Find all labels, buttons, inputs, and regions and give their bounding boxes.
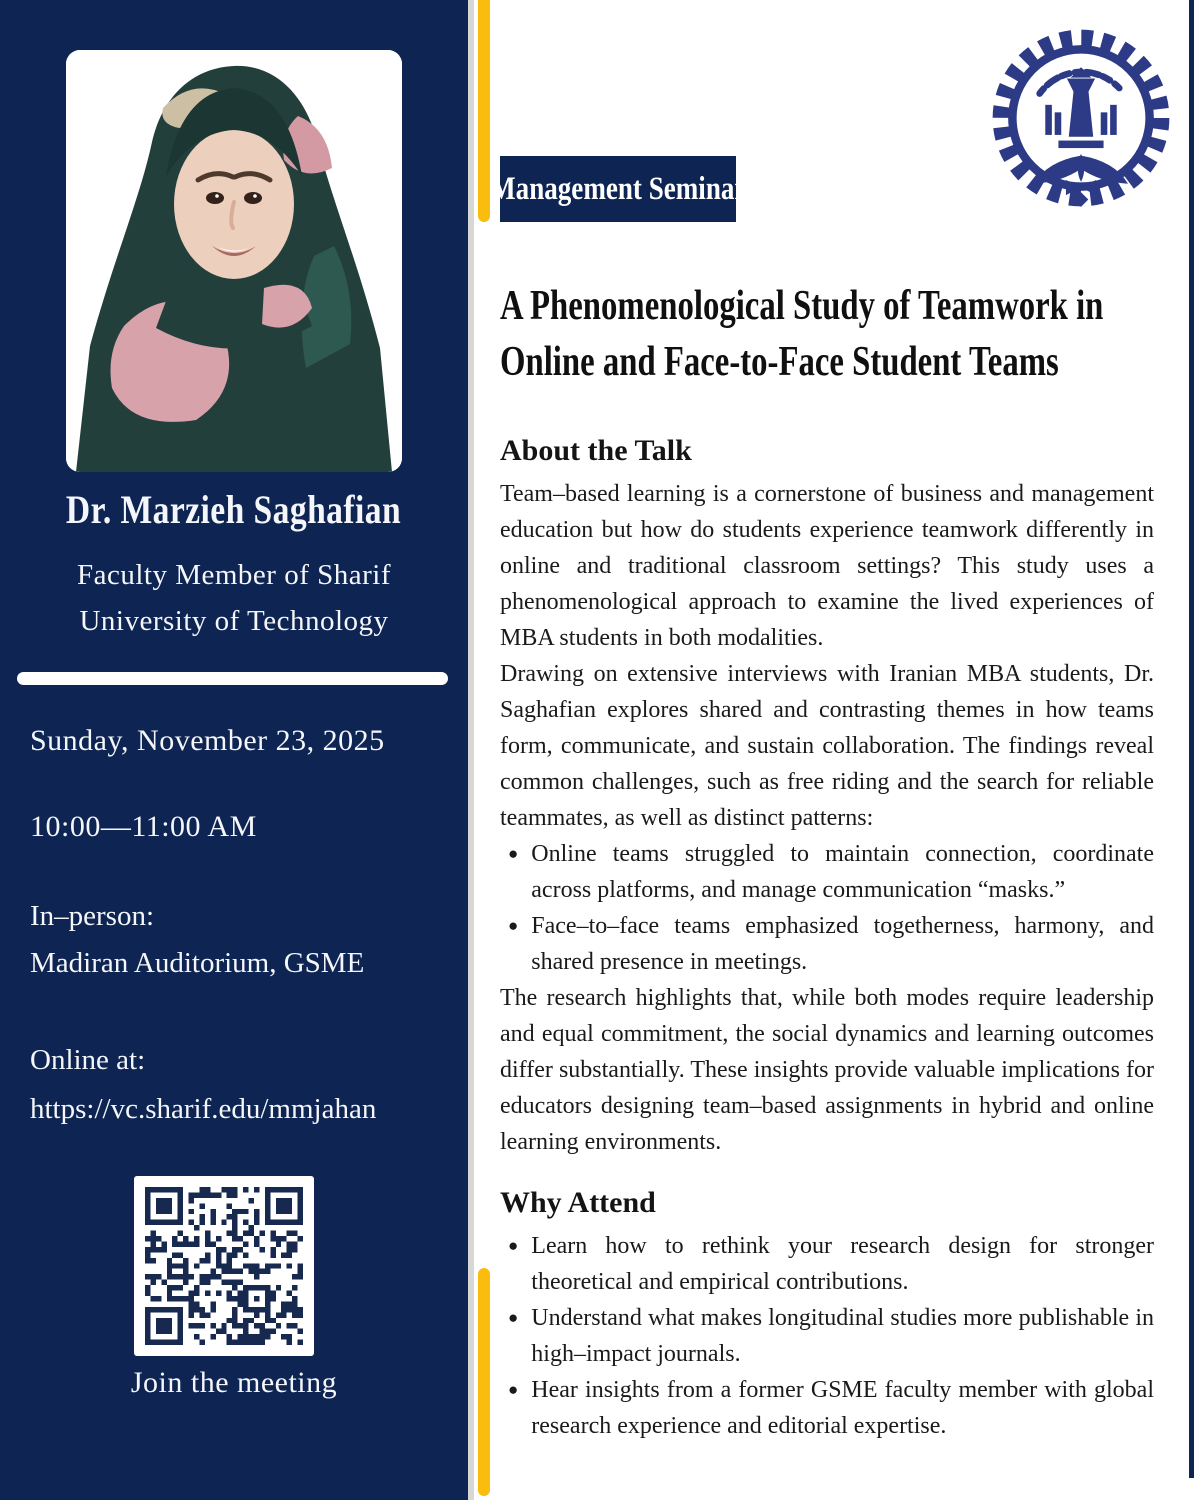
- event-date: Sunday, November 23, 2025: [30, 724, 385, 757]
- sidebar: [0, 0, 468, 1500]
- talk-title-text-1: A Phenomenological Study of Teamwork in: [500, 283, 1104, 329]
- seminar-badge-text: Management Seminar: [489, 170, 747, 207]
- why-attend-bullet-list: [500, 1228, 1154, 1444]
- bullet-icon: ●: [508, 1236, 519, 1255]
- bullet-text: Learn how to rethink your research design for stronger theoretical and empirical contributions.: [531, 1233, 1154, 1295]
- talk-title-line-1: [500, 278, 1154, 334]
- speaker-name: [0, 486, 468, 533]
- in-person-label: In–person:: [30, 900, 155, 932]
- bullet-icon: ●: [508, 1308, 519, 1327]
- about-bullet-list: [500, 836, 1154, 980]
- bullet-icon: ●: [508, 844, 519, 863]
- online-info: [30, 1036, 376, 1134]
- qr-code: [134, 1176, 314, 1356]
- meeting-url-link[interactable]: https://vc.sharif.edu/mmjahan: [30, 1093, 377, 1125]
- talk-title-line-2: [500, 334, 1154, 390]
- about-paragraph-2: Drawing on extensive interviews with Iranian MBA students, Dr. Saghafian explores shared and contrasting themes in how teams form, communicate, and sustain collaboration. The findings reveal common challenges, such as free riding and the search for reliable teammates, as well as distinct patterns:: [500, 661, 1154, 831]
- talk-title: [500, 278, 1154, 390]
- bullet-text: Hear insights from a former GSME faculty member with global research experience and editorial expertise.: [531, 1377, 1154, 1439]
- talk-title-text-2: Online and Face-to-Face Student Teams: [500, 339, 1059, 385]
- about-paragraph-3: The research highlights that, while both modes require leadership and equal commitment, the social dynamics and learning outcomes differ substantially. These insights provide valuable implications for educators designing team–based assignments in hybrid and online learning environments.: [500, 985, 1154, 1155]
- list-item: [508, 1228, 1154, 1300]
- list-item: [508, 836, 1154, 908]
- speaker-affiliation: [0, 552, 468, 644]
- bullet-icon: ●: [508, 1380, 519, 1399]
- about-paragraph-1: Team–based learning is a cornerstone of business and management education but how do students experience teamwork differently in online and traditional classroom settings? This study uses a phenomenological approach to examine the lived experiences of MBA students in both modalities.: [500, 481, 1154, 651]
- online-label: Online at:: [30, 1044, 146, 1076]
- speaker-name-text: Dr. Marzieh Saghafian: [66, 487, 402, 532]
- main-content: [474, 0, 1194, 1500]
- speaker-photo-frame: [66, 50, 402, 472]
- bullet-icon: ●: [508, 916, 519, 935]
- why-attend-heading: Why Attend: [500, 1186, 656, 1219]
- bullet-text: Understand what makes longitudinal studies more publishable in high–impact journals.: [531, 1305, 1154, 1367]
- list-item: [508, 1372, 1154, 1444]
- affiliation-line-2: University of Technology: [79, 605, 389, 637]
- in-person-location: Madiran Auditorium, GSME: [30, 947, 365, 979]
- list-item: [508, 908, 1154, 980]
- bullet-text: Online teams struggled to maintain connection, coordinate across platforms, and manage communication “masks.”: [531, 841, 1154, 903]
- qr-code-image: [145, 1187, 303, 1345]
- event-time: 10:00—11:00 AM: [30, 810, 257, 843]
- about-heading: About the Talk: [500, 434, 692, 467]
- speaker-photo: [66, 50, 402, 472]
- qr-caption: Join the meeting: [130, 1366, 338, 1399]
- in-person-info: [30, 893, 364, 987]
- list-item: [508, 1300, 1154, 1372]
- sidebar-divider: [17, 672, 448, 685]
- affiliation-line-1: Faculty Member of Sharif: [76, 559, 391, 591]
- bullet-text: Face–to–face teams emphasized togetherness, harmony, and shared presence in meetings.: [531, 913, 1154, 975]
